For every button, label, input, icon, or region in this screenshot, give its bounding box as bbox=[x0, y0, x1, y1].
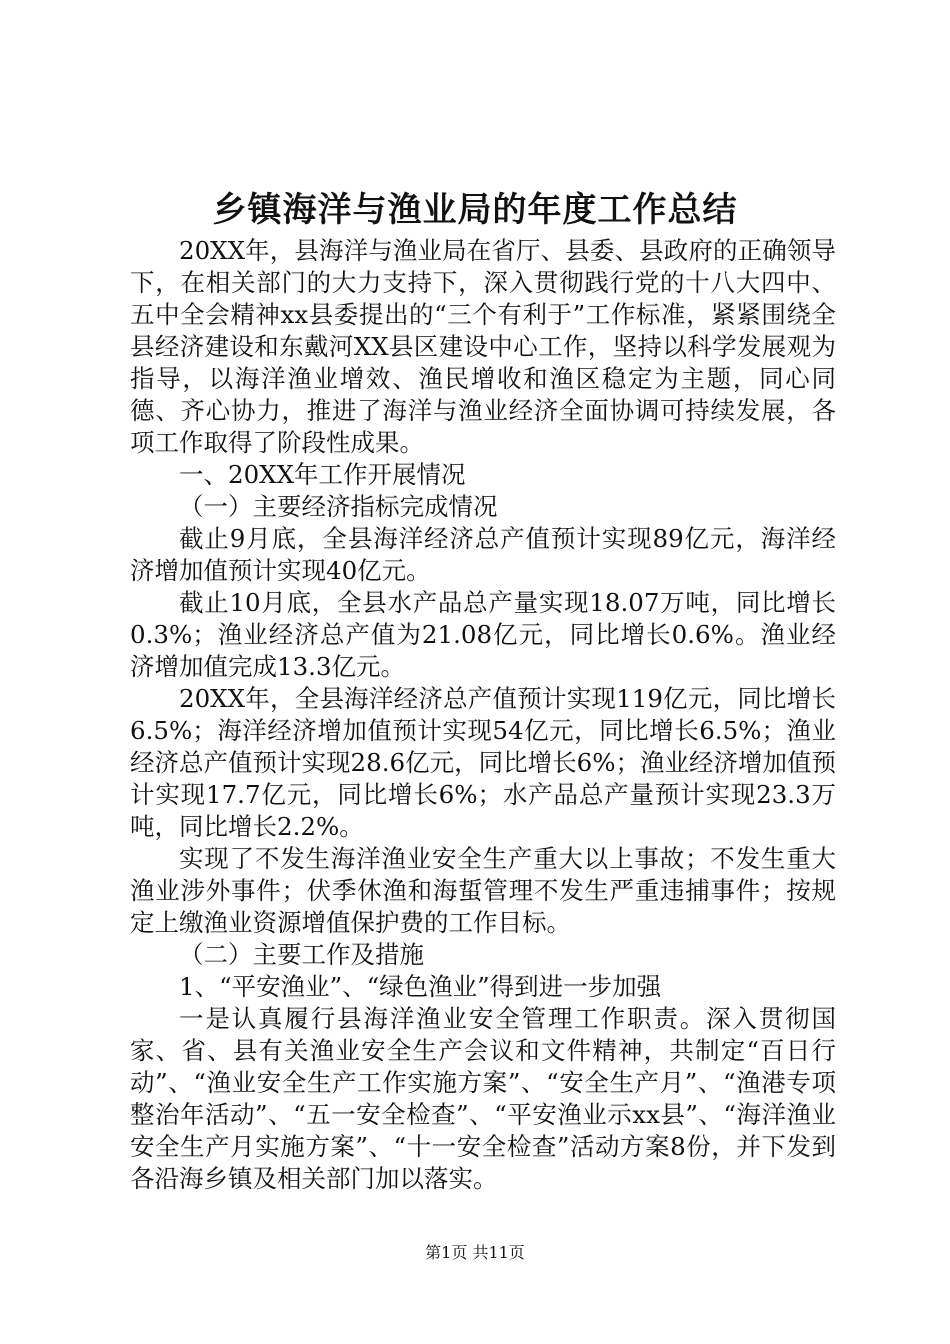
item-heading-1: 1、“平安渔业”、“绿色渔业”得到进一步加强 bbox=[179, 972, 662, 1001]
subsection-heading-1: （一）主要经济指标完成情况 bbox=[179, 492, 498, 521]
goals-paragraph: 实现了不发生海洋渔业安全生产重大以上事故；不发生重大渔业涉外事件；伏季休渔和海蜇管理不发生严重违捕事件；按规定上缴渔业资源增值保护费的工作目标。 bbox=[130, 844, 836, 937]
indicator-paragraph-year: 20XX年，全县海洋经济总产值预计实现119亿元，同比增长6.5%；海洋经济增加值预计实现54亿元，同比增长6.5%；渔业经济总产值预计实现28.6亿元，同比增长6%；渔业经济增加值预计实现17.7亿元，同比增长6%；水产品总产量预计实现23.3万吨，同比增长2.2%。 bbox=[130, 684, 836, 841]
document-title: 乡镇海洋与渔业局的年度工作总结 bbox=[212, 190, 738, 230]
intro-paragraph: 20XX年，县海洋与渔业局在省厅、县委、县政府的正确领导下，在相关部门的大力支持下，深入贯彻践行党的十八大四中、五中全会精神xx县委提出的“三个有利于”工作标准，紧紧围绕全县经济建设和东戴河XX县区建设中心工作，坚持以科学发展观为指导，以海洋渔业增效、渔民增收和渔区稳定为主题，同心同德、齐心协力，推进了海洋与渔业经济全面协调可持续发展，各项工作取得了阶段性成果。 bbox=[130, 236, 836, 457]
indicator-paragraph-sept: 截止9月底，全县海洋经济总产值预计实现89亿元，海洋经济增加值预计实现40亿元。 bbox=[130, 524, 836, 585]
subsection-heading-2: （二）主要工作及措施 bbox=[179, 940, 424, 969]
section-heading-1: 一、20XX年工作开展情况 bbox=[179, 460, 466, 489]
document-body bbox=[130, 235, 836, 1195]
page-footer: 第1页 共11页 bbox=[425, 1243, 525, 1262]
indicator-paragraph-oct: 截止10月底，全县水产品总产量实现18.07万吨，同比增长0.3%；渔业经济总产值为21.08亿元，同比增长0.6%。渔业经济增加值完成13.3亿元。 bbox=[130, 588, 836, 681]
safety-paragraph: 一是认真履行县海洋渔业安全管理工作职责。深入贯彻国家、省、县有关渔业安全生产会议和文件精神，共制定“百日行动”、“渔业安全生产工作实施方案”、“安全生产月”、“渔港专项整治年活动”、“五一安全检查”、“平安渔业示xx县”、“海洋渔业安全生产月实施方案”、“十一安全检查”活动方案8份，并下发到各沿海乡镇及相关部门加以落实。 bbox=[130, 1004, 836, 1193]
